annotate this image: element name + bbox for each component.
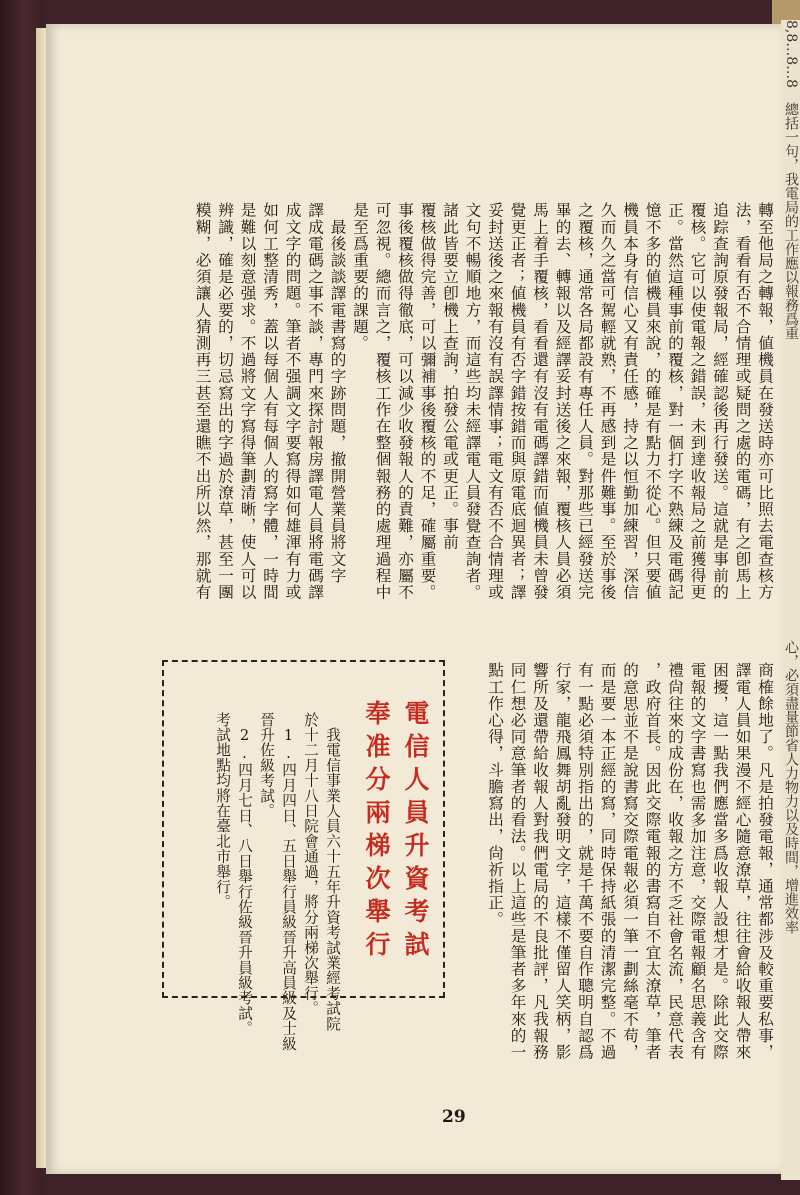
article-column-lower: 商榷餘地了。凡是拍發電報，通常都涉及較重要私事， 譯電人員如果漫不經心隨意潦草，往往會給收報人帶來 困擾，這一點我們應當多爲收報人設想才是。除此交際 電報的文字書寫也需多加注意，交際電報顧名思義含有 禮尙往來的成份在，收報之方不乏社會名流，民意代表 ，政府首長。因此交際電報的書寫自不宜太潦草，筆者 的意思並不是說書寫交際電報必須一筆一劃絲毫不苟， 而是要一本正經的寫，同時保持紙張的清潔完整。不過 有一點必須特別指出的，就是千萬不要自作聰明自認爲 行家，龍飛鳳舞胡亂發明文字，這樣不僅留人笑柄，影 響所及還帶給收報人對我們電局的不良批評，凡我報務 同仁想必同意筆者的看法。以上這些是筆者多年來的一 點工作心得，斗膽寫出，尙祈指正。: [486, 662, 774, 1061]
adjacent-page: [781, 20, 800, 1180]
notice-title-line2: 奉准分兩梯次舉行: [362, 700, 391, 964]
notice-body: 我電信事業人員六十五年升資考試業經考試院 於十二月十八日院會通過，將分兩梯次舉行。 1.四月四日、五日舉行員級晉升高員級及士級 晉升佐級考試。 2.四月七日、八日舉行佐級晉升員級考試。 考試地點均將在臺北市舉行。: [214, 712, 341, 1052]
page-stack-edge: [36, 28, 46, 1168]
page-number: 29: [442, 1107, 466, 1127]
adjacent-page-text-2: 心，必須盡量節省人力物力以及時間，增進效率: [783, 640, 799, 934]
notice-title-line1: 電信人員升資考試: [401, 700, 430, 964]
adjacent-page-text-1: 8,8…8…8 總括一句，我電局的工作應以報務爲重: [783, 20, 799, 341]
article-column-upper: 轉至他局之轉報，値機員在發送時亦可比照去電查核方 法，看看有否不合情理或疑問之處的電碼，有之卽馬上 追踪查詢原發報局，經確認後再行發送。這就是事前的 覆核。它可以使電報之錯誤，未到達收報局之前獲得更 正。當然這種事前的覆核，對一個打字不熟練及電碼記 憶不多的値機員來說，的確是有點力不從心。但只要値 機員本身有信心又有責任感，持之以恒勤加練習，深信 久而久之當可駕輕就熟，不再感到是件難事。至於事後 之覆核，通常各局都設有專任人員。對那些已經發送完 畢的去、轉報以及經譯妥封送後之來報，覆核人員必須 馬上着手覆核，看看還有沒有電碼譯錯而値機員未曾發 覺更正者；値機員有否字錯按錯而與原電底迴異者；譯 妥封送後之來報有沒有誤譯情事；電文有否不合情理或 文句不暢順地方，而這些均未經譯電人員發覺查詢者。 諸此皆要立卽機上查詢，拍發公電或更正。事前 覆核做得完善，可以彌補事後覆核的不足，確屬重要。 事後覆核做得徹底，可以減少收發報人的責難，亦屬不 可忽視。總而言之，覆核工作在整個報務的處理過程中 是至爲重要的課題。 最後談談譯電書寫的字跡問題，撤開營業員將文字 譯成電碼之事不談，專門來探討報房譯電人員將電碼譯 成文字的問題。筆者不强調文字要寫得如何雄渾有力或 如何工整清秀，蓋以每個人有每個人的寫字體，一時間 是難以刻意强求。不過將文字寫得筆劃清晰，使人可以 辨識，確是必要的，切忌寫出的字過於潦草，甚至一團 糢糊，必須讓人猜測再三甚至還瞧不出所以然，那就有: [193, 202, 774, 601]
book-page: [46, 24, 781, 1174]
exam-notice-box: [162, 660, 445, 1052]
